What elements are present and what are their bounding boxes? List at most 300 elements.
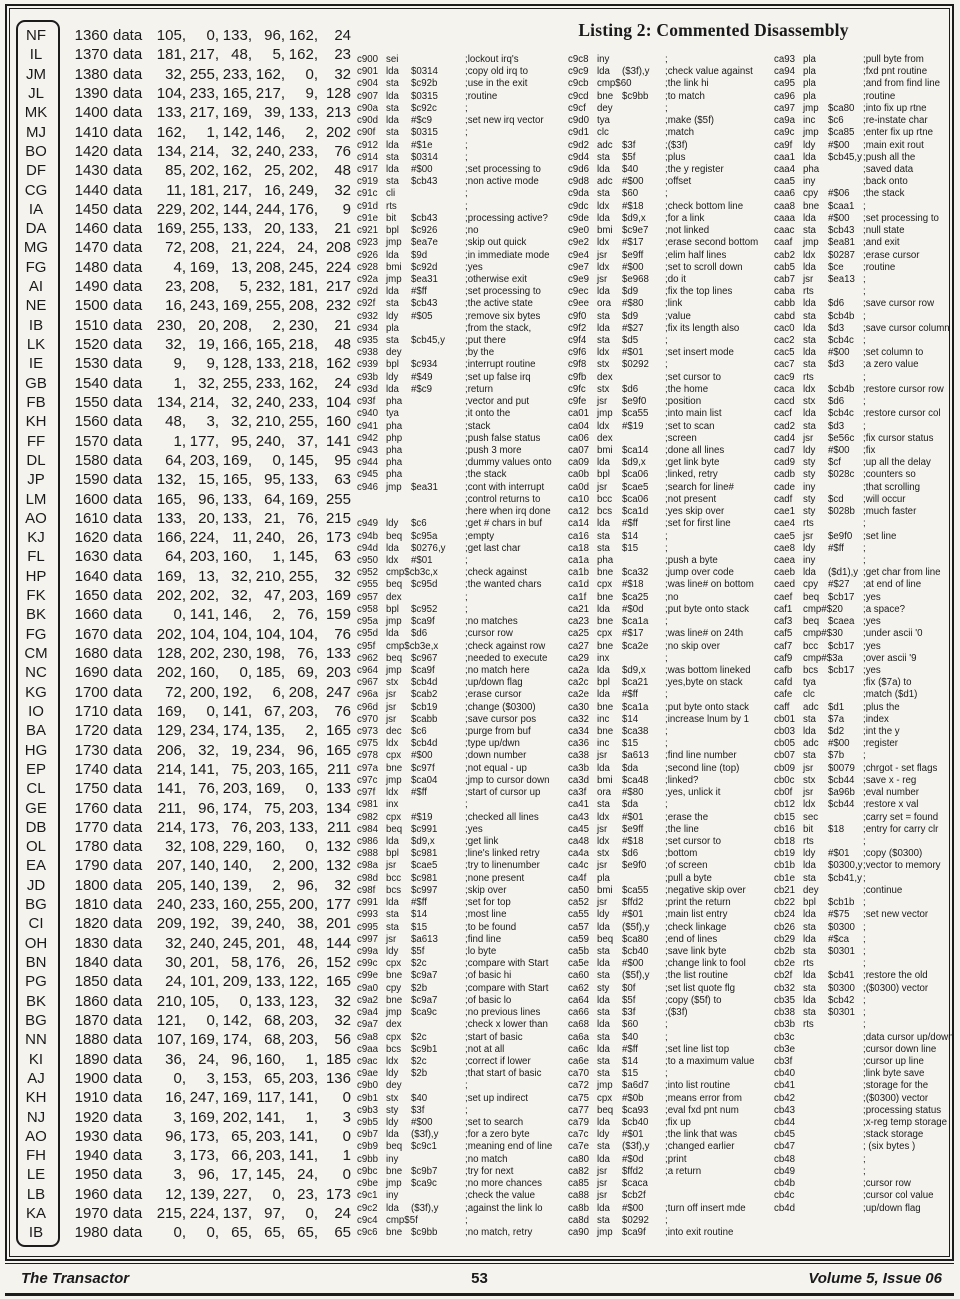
data-keyword: data <box>113 84 143 102</box>
data-value: 39, <box>231 915 252 933</box>
disasm-operand: $c97f <box>411 762 435 774</box>
disasm-comment: ;up/down flag <box>863 1202 921 1214</box>
data-value: 64, <box>165 548 186 566</box>
disasm-comment: ;counters so <box>863 469 916 481</box>
disasm-code <box>357 1093 465 1105</box>
disasm-operand: $60 <box>622 1019 639 1031</box>
disasm-operand: $ea13 <box>828 273 855 285</box>
disasm-row <box>774 384 956 396</box>
data-value: 75, <box>264 799 285 817</box>
disasm-mnemonic: ldx <box>803 799 816 811</box>
data-value: 208 <box>325 239 351 257</box>
data-value: 32 <box>334 65 351 83</box>
disasm-mnemonic: lda <box>597 1043 610 1055</box>
basic-row <box>13 123 351 142</box>
disasm-code <box>357 824 465 836</box>
disasm-address: c9d1 <box>568 127 590 139</box>
data-value: 169, <box>189 1031 219 1049</box>
disasm-row <box>357 738 568 750</box>
disasm-mnemonic: dex <box>597 432 613 444</box>
disasm-comment: ;means error from <box>665 1092 742 1104</box>
disasm-mnemonic: cmp$cb3c,x <box>386 567 438 579</box>
disasm-mnemonic: rts <box>803 836 814 847</box>
disasm-row <box>357 787 568 799</box>
line-number: 1660 <box>74 606 108 624</box>
disasm-mnemonic: bmi <box>597 884 613 896</box>
disasm-address: cb19 <box>774 848 796 860</box>
disasm-operand: #$00 <box>622 261 644 273</box>
disasm-code <box>774 1044 863 1056</box>
disasm-code <box>568 103 665 115</box>
disasm-code <box>568 311 665 323</box>
disasm-comment: ; <box>465 127 468 139</box>
data-value: 24, <box>165 973 186 991</box>
data-value: 210, <box>156 992 186 1010</box>
disasm-row <box>568 726 774 738</box>
data-value: 142, <box>222 1011 252 1029</box>
disasm-code <box>357 860 465 872</box>
disasm-address: ca43 <box>568 811 590 823</box>
disasm-code <box>568 592 665 604</box>
disasm-comment: ; <box>665 530 668 542</box>
disasm-mnemonic: dex <box>386 591 402 603</box>
disasm-code <box>774 384 863 396</box>
disasm-comment: ; <box>863 335 866 347</box>
disasm-row <box>774 787 956 799</box>
disasm-code <box>568 1166 665 1178</box>
disasm-address: caaa <box>774 212 796 224</box>
disasm-row <box>774 323 956 335</box>
data-value: 0, <box>239 992 252 1010</box>
disasm-comment: ; <box>665 689 668 701</box>
disasm-mnemonic: jsr <box>386 689 397 701</box>
disasm-operand: $cb17 <box>828 640 855 652</box>
disasm-row <box>774 372 956 384</box>
disasm-row <box>774 860 956 872</box>
disasm-address: cb49 <box>774 1165 796 1177</box>
data-keyword: data <box>113 509 143 527</box>
disasm-mnemonic: pla <box>803 54 816 65</box>
disasm-mnemonic <box>803 1178 828 1190</box>
disasm-comment: ;fix <box>863 445 876 456</box>
disasm-comment: ;needed to execute <box>465 652 548 664</box>
disasm-row <box>568 54 774 66</box>
disasm-comment: ;the link hi <box>665 78 709 90</box>
disasm-mnemonic: iny <box>803 481 816 493</box>
disasm-code <box>774 1007 863 1019</box>
disasm-address: c9d6 <box>568 163 590 175</box>
disasm-code <box>774 653 863 665</box>
disasm-code <box>568 787 665 799</box>
disasm-mnemonic: lda <box>803 151 816 163</box>
disasm-operand: ($3f),y <box>411 1202 439 1214</box>
disasm-address: ca57 <box>568 921 590 933</box>
data-value: 165, <box>222 84 252 102</box>
checksum-code: DL <box>26 451 46 469</box>
disasm-row <box>774 531 956 543</box>
disasm-address: caf5 <box>774 628 793 640</box>
disasm-comment: ;the link that was <box>665 1129 738 1141</box>
disasm-mnemonic: lda <box>386 383 399 395</box>
disasm-mnemonic: beq <box>386 579 403 591</box>
disasm-mnemonic <box>386 494 411 506</box>
disasm-comment: ;saved data <box>863 163 914 175</box>
disasm-mnemonic: ldy <box>597 909 610 921</box>
disasm-mnemonic: bpl <box>386 359 399 371</box>
disasm-address: c94b <box>357 530 379 542</box>
data-value: 215 <box>325 509 351 527</box>
disasm-row <box>774 225 956 237</box>
disasm-row <box>357 408 568 420</box>
disasm-mnemonic: pha <box>597 554 614 566</box>
disasm-code <box>568 653 665 665</box>
data-value: 203, <box>189 451 219 469</box>
disasm-mnemonic: bcs <box>597 506 613 518</box>
disasm-operand: $cb40 <box>622 1117 649 1129</box>
disasm-row <box>568 579 774 591</box>
disassembly-column <box>357 54 568 1239</box>
disasm-address: cb24 <box>774 909 796 921</box>
disasm-mnemonic: ldx <box>386 787 399 799</box>
disasm-address: cb22 <box>774 897 796 909</box>
disasm-operand: $ea7e <box>411 237 438 249</box>
disasm-comment: ; <box>863 994 866 1006</box>
disasm-row <box>357 812 568 824</box>
disasm-operand: #$01 <box>622 1129 644 1141</box>
data-value: 169, <box>222 1089 252 1107</box>
line-number: 1530 <box>74 355 108 373</box>
data-value: 173, <box>189 1147 219 1165</box>
data-value: 48 <box>334 336 351 353</box>
disasm-operand: $d9,x <box>622 457 646 469</box>
data-keyword: data <box>113 838 143 856</box>
disasm-comment: ;fix its length also <box>665 322 740 334</box>
disasm-code <box>774 433 863 445</box>
disasm-comment: ;linked? <box>665 774 699 786</box>
data-value: 32, <box>231 142 252 160</box>
data-value: 152 <box>325 954 351 971</box>
checksum-code: FL <box>27 548 45 566</box>
disasm-address: c9e0 <box>568 225 590 237</box>
disasm-code <box>774 225 863 237</box>
disasm-mnemonic: lda <box>803 347 816 359</box>
disasm-mnemonic: sta <box>597 188 610 200</box>
disasm-code <box>774 518 863 530</box>
disasm-code <box>357 958 465 970</box>
disasm-code <box>568 66 665 78</box>
disasm-row <box>774 1105 956 1117</box>
disasm-mnemonic: beq <box>597 933 614 945</box>
basic-row <box>13 354 351 373</box>
disasm-mnemonic: bne <box>386 762 403 774</box>
disasm-code <box>357 213 465 225</box>
disasm-comment: ;for a link <box>665 212 705 224</box>
disasm-operand: $da <box>622 762 639 774</box>
disasm-row <box>774 335 956 347</box>
data-value: 232, <box>255 278 285 296</box>
disasm-row <box>774 127 956 139</box>
disasm-operand: $cb43 <box>411 298 438 310</box>
disasm-row <box>774 848 956 860</box>
disasm-mnemonic: jsr <box>803 273 814 285</box>
disasm-operand: #$49 <box>411 371 433 383</box>
data-value: 234, <box>255 741 285 759</box>
disasm-operand: $0301 <box>828 1007 855 1019</box>
disasm-row <box>774 604 956 616</box>
disasm-code <box>774 1154 863 1166</box>
disasm-mnemonic: ldy <box>803 445 816 456</box>
disasm-mnemonic: ldy <box>386 1068 399 1080</box>
basic-row <box>13 586 351 605</box>
disasm-mnemonic <box>803 1093 828 1105</box>
disasm-row <box>774 140 956 152</box>
disasm-comment: ; <box>863 396 866 408</box>
disasm-code <box>774 445 863 457</box>
basic-data-listing <box>13 12 351 1253</box>
data-value: 32, <box>198 741 219 759</box>
disasm-comment: ;no more chances <box>465 1178 543 1190</box>
disasm-row <box>568 335 774 347</box>
disasm-mnemonic: sta <box>386 335 399 347</box>
line-number: 1810 <box>74 896 108 914</box>
disasm-mnemonic: jsr <box>803 432 814 444</box>
disasm-code <box>357 677 465 689</box>
data-value: 217, <box>189 104 219 122</box>
disasm-operand: #$00 <box>411 1117 433 1129</box>
disasm-operand: $cae5 <box>622 481 649 493</box>
disasm-mnemonic: bmi <box>386 261 402 273</box>
disasm-mnemonic: sta <box>803 335 816 347</box>
disasm-row <box>357 531 568 543</box>
disasm-comment: ;no match <box>465 1153 508 1165</box>
checksum-code: MK <box>24 104 48 122</box>
footer-magazine-name: The Transactor <box>21 1270 130 1287</box>
disasm-address: cac9 <box>774 371 795 383</box>
disasm-row <box>774 1007 956 1019</box>
disasm-mnemonic: ldx <box>597 261 610 273</box>
disasm-operand: $d6 <box>828 396 845 408</box>
disasm-address: ca59 <box>568 933 590 945</box>
disasm-address: cacd <box>774 396 795 408</box>
disasm-address: cafd <box>774 677 793 689</box>
disasm-mnemonic: pha <box>386 396 403 408</box>
disasm-comment: ;back onto <box>863 176 908 188</box>
disasm-mnemonic: stx <box>386 677 399 689</box>
disasm-row <box>568 237 774 249</box>
disasm-address: cb47 <box>774 1141 796 1153</box>
data-value: 208, <box>189 239 219 257</box>
disasm-code <box>774 702 863 714</box>
disasm-code <box>774 298 863 310</box>
disasm-mnemonic: jsr <box>597 750 608 762</box>
disasm-comment: ; <box>863 310 866 322</box>
data-value: 249, <box>288 181 318 199</box>
disasm-operand: #$ff <box>411 897 427 909</box>
disasm-row <box>774 665 956 677</box>
disasm-operand: $2c <box>411 958 427 970</box>
disasm-comment: ;the wanted chars <box>465 579 542 591</box>
disasm-code <box>568 628 665 640</box>
data-value: 122, <box>288 973 318 991</box>
disasm-row <box>357 164 568 176</box>
disasm-code <box>568 860 665 872</box>
disasm-operand: $d1 <box>828 701 845 713</box>
disasm-comment: ;was bottom lineked <box>665 664 751 676</box>
disasm-address: cb26 <box>774 921 796 933</box>
disasm-row <box>774 1080 956 1092</box>
disasm-address: ca1f <box>568 591 587 603</box>
data-value: 159 <box>325 606 351 624</box>
disasm-mnemonic: jsr <box>386 701 397 713</box>
disasm-row <box>568 1190 774 1202</box>
data-value: 192, <box>222 683 252 701</box>
data-value: 24 <box>334 1205 351 1223</box>
disasm-address: ca1b <box>568 567 590 579</box>
data-keyword: data <box>113 567 143 585</box>
data-value: 214, <box>156 760 186 778</box>
disasm-operand: $ea31 <box>411 481 438 493</box>
disasm-address: cad4 <box>774 432 796 444</box>
disasm-mnemonic: lda <box>803 726 816 738</box>
disasm-row <box>774 1056 956 1068</box>
disasm-mnemonic: sta <box>597 945 610 957</box>
disasm-code <box>568 225 665 237</box>
disasm-mnemonic: tya <box>386 408 399 420</box>
disasm-address: ca97 <box>774 102 796 114</box>
basic-row <box>13 432 351 451</box>
data-value: 255, <box>255 896 285 914</box>
disasm-address: cb48 <box>774 1153 796 1165</box>
disasm-operand: #$00 <box>622 958 644 970</box>
data-value: 12, <box>165 1185 186 1203</box>
disasm-mnemonic: lda <box>803 212 816 224</box>
data-value: 0, <box>173 606 186 624</box>
data-value: 173 <box>325 1185 351 1203</box>
disasm-mnemonic: lda <box>386 1129 399 1141</box>
disasm-address: c95f <box>357 640 376 652</box>
line-number: 1560 <box>74 413 108 431</box>
disasm-comment: ;jump over code <box>665 567 734 579</box>
data-value: 141, <box>189 760 219 778</box>
disasm-comment: ;storage for the <box>863 1080 929 1092</box>
disasm-address: cb0f <box>774 787 793 799</box>
disasm-code <box>357 653 465 665</box>
disasm-address: ca62 <box>568 982 590 994</box>
disasm-operand: $d6 <box>828 298 845 310</box>
disasm-code <box>568 457 665 469</box>
line-number: 1930 <box>74 1127 108 1145</box>
data-value: 20, <box>198 509 219 527</box>
disasm-row <box>568 1080 774 1092</box>
disasm-operand: $e9f0 <box>622 860 647 872</box>
disasm-comment: ; <box>863 518 866 530</box>
disasm-mnemonic: ldx <box>386 738 399 750</box>
disasm-address: c91d <box>357 200 379 212</box>
disasm-code <box>357 250 465 262</box>
disasm-code <box>568 518 665 530</box>
data-value: 232 <box>325 297 351 315</box>
disasm-mnemonic: ldy <box>386 1117 399 1129</box>
disasm-code <box>568 286 665 298</box>
data-value: 230, <box>156 316 186 334</box>
disasm-code <box>357 567 465 579</box>
disasm-operand: #$01 <box>622 909 644 921</box>
disasm-row <box>568 1166 774 1178</box>
line-number: 1680 <box>74 645 108 662</box>
disasm-address: caea <box>774 554 796 566</box>
disasm-address: ca68 <box>568 1019 590 1031</box>
disasm-mnemonic: stx <box>597 359 610 371</box>
disasm-code <box>568 1093 665 1105</box>
data-value: 96, <box>198 1166 219 1184</box>
disasm-mnemonic: jsr <box>803 787 814 799</box>
disasm-operand: $ca9c <box>411 1007 437 1019</box>
disasm-comment: ;set new irq vector <box>465 115 544 127</box>
disasm-comment: ;much faster <box>863 506 917 518</box>
line-number: 1370 <box>74 46 108 64</box>
disasm-mnemonic: lda <box>597 1117 610 1129</box>
disasm-row <box>357 922 568 934</box>
disasm-address: ca14 <box>568 518 590 530</box>
disasm-row <box>774 91 956 103</box>
disasm-row <box>568 91 774 103</box>
disasm-comment: ;dummy values onto <box>465 457 552 469</box>
disasm-code <box>568 91 665 103</box>
disasm-mnemonic <box>803 1080 828 1092</box>
disasm-mnemonic <box>803 1105 828 1117</box>
data-value: 201 <box>325 915 351 933</box>
disasm-mnemonic: cpx <box>597 628 613 640</box>
data-value: 162, <box>222 162 252 180</box>
disasm-row <box>357 421 568 433</box>
disasm-mnemonic: lda <box>597 1153 610 1165</box>
disasm-operand: $ca1d <box>622 506 649 518</box>
disasm-code <box>568 115 665 127</box>
data-value: 203, <box>255 1147 285 1165</box>
disasm-address: c9d2 <box>568 139 590 151</box>
disasm-operand: #$80 <box>622 787 644 799</box>
disasm-row <box>774 396 956 408</box>
disasm-code <box>357 592 465 604</box>
data-value: 240, <box>255 529 285 547</box>
disasm-operand: #$01 <box>411 554 433 566</box>
disasm-comment: ;set for top <box>465 897 511 909</box>
disasm-comment: ;at end of line <box>863 579 922 591</box>
line-number: 1820 <box>74 915 108 933</box>
disasm-mnemonic: bpl <box>386 225 399 237</box>
disasm-row <box>568 567 774 579</box>
data-value: 245, <box>288 258 318 276</box>
disasm-mnemonic: inx <box>386 799 399 811</box>
disasm-comment: ;into fix up rtne <box>863 102 927 114</box>
disasm-address: ca1a <box>568 554 590 566</box>
disasm-comment: ; <box>863 897 866 909</box>
disasm-address: c978 <box>357 750 379 762</box>
basic-row <box>13 1069 351 1088</box>
disasm-row <box>774 54 956 66</box>
disasm-code <box>774 592 863 604</box>
disasm-row <box>774 836 956 848</box>
disasm-row <box>357 775 568 787</box>
data-value: 39, <box>264 104 285 122</box>
data-value: 32, <box>165 934 186 952</box>
disasm-comment: ;plus <box>665 151 686 163</box>
disasm-code <box>568 54 665 66</box>
disasm-comment: ;set processing to <box>465 286 541 298</box>
disasm-address: c9e4 <box>568 249 590 261</box>
disasm-code <box>568 677 665 689</box>
disasm-code <box>568 250 665 262</box>
